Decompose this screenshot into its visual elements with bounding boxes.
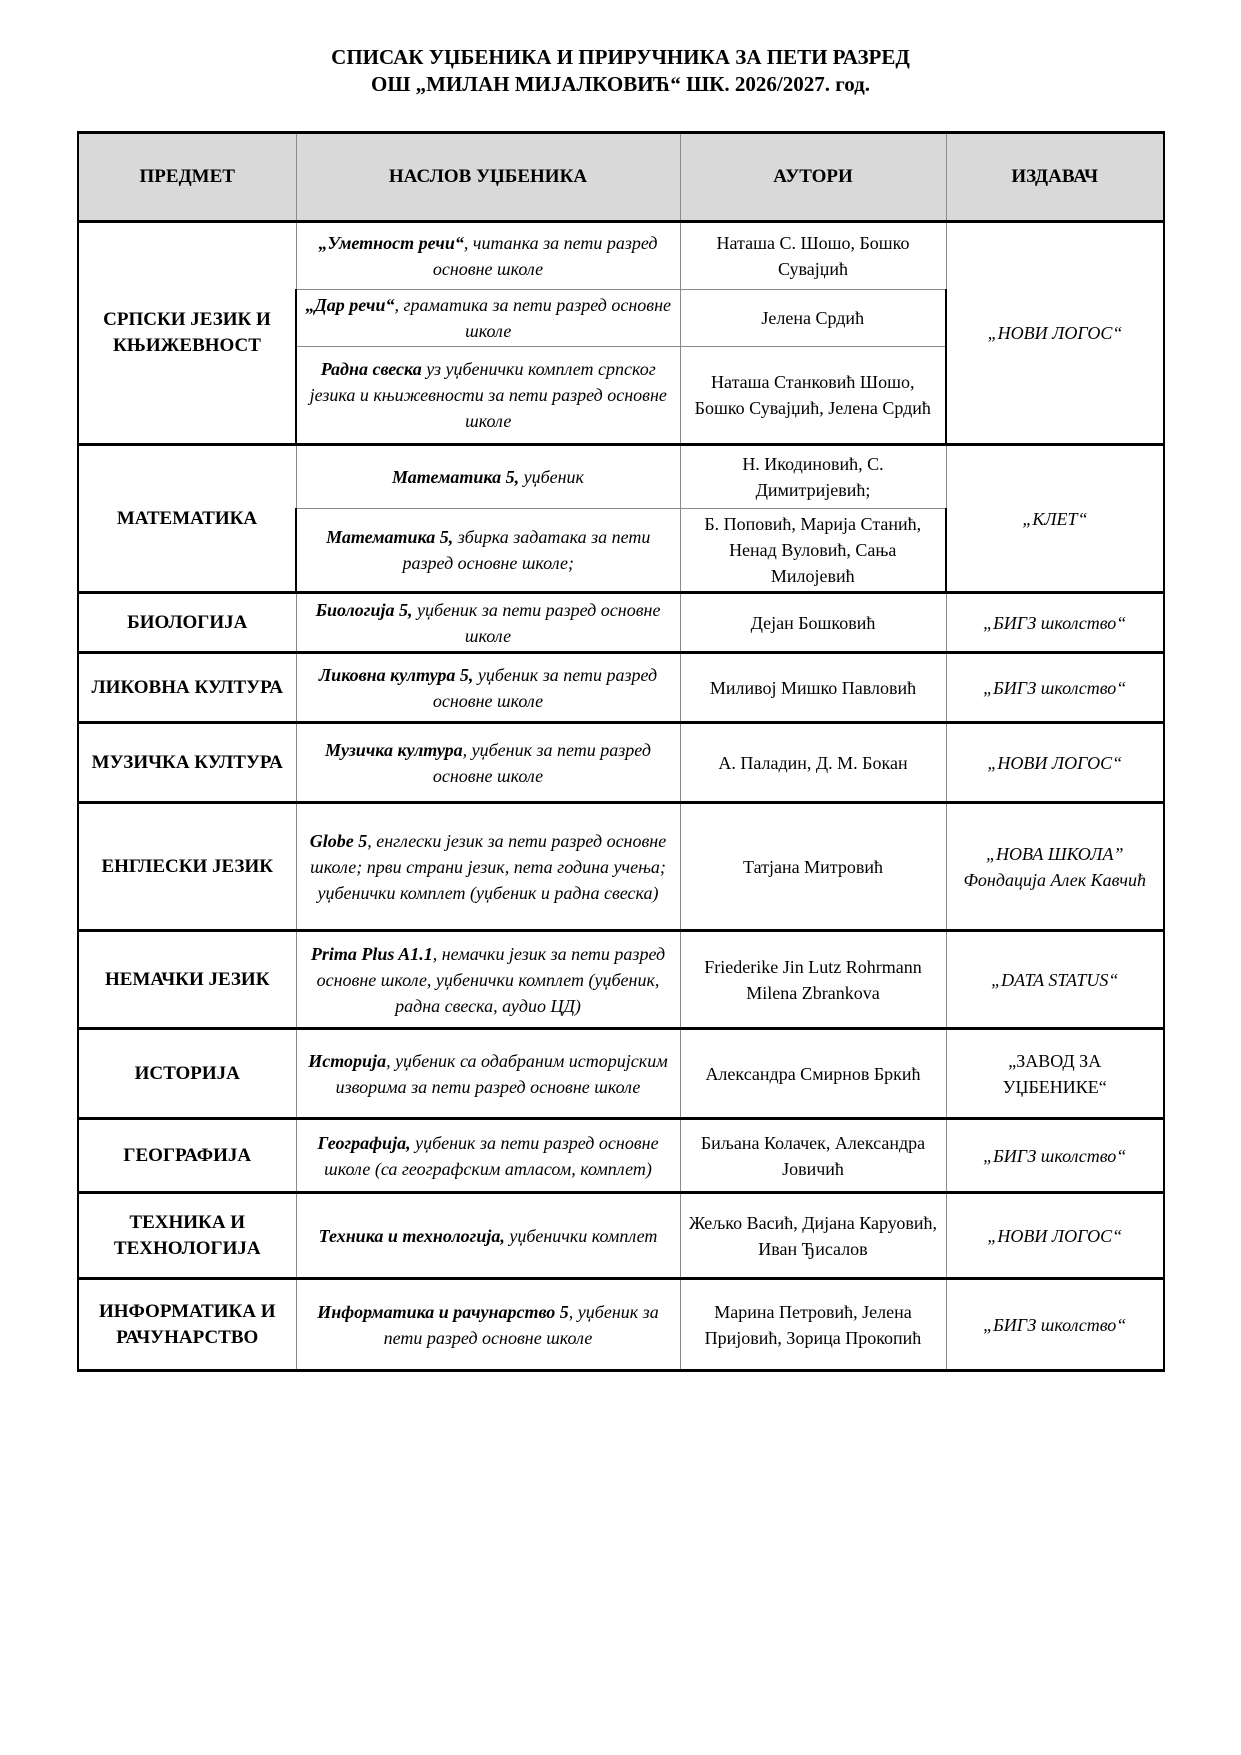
authors-cell: Дејан Бошковић	[680, 593, 946, 653]
header-subject: ПРЕДМЕТ	[78, 133, 296, 222]
subject-cell: ГЕОГРАФИЈА	[78, 1119, 296, 1193]
title-description: , уџбеник за пети разред основне школе	[432, 739, 651, 786]
title-main: Музичка култура	[325, 739, 463, 760]
table-row	[78, 723, 1164, 803]
authors-cell: Миливој Мишко Павловић	[680, 653, 946, 723]
subject-cell: ТЕХНИКА И ТЕХНОЛОГИЈА	[78, 1193, 296, 1279]
title-cell	[296, 1193, 680, 1279]
publisher-cell: „БИГЗ школство“	[946, 593, 1164, 653]
title-main: Globe 5	[309, 830, 368, 851]
title-description: уз уџбенички комплет српског језика и књижевности за пети разред основне школе	[309, 359, 667, 431]
title-main: Биологија 5,	[315, 599, 413, 620]
title-main: Радна свеска	[320, 359, 422, 379]
title-line-1: СПИСАК УЏБЕНИКА И ПРИРУЧНИКА ЗА ПЕТИ РАЗРЕД	[331, 45, 910, 69]
subject-cell: НЕМАЧКИ ЈЕЗИК	[78, 931, 296, 1029]
title-description: уџбеник за пети разред основне школе	[412, 599, 661, 646]
publisher-cell: „БИГЗ школство“	[946, 1279, 1164, 1371]
title-cell	[296, 347, 680, 445]
publisher-cell: „ЗАВОД ЗА УЏБЕНИКЕ“	[946, 1029, 1164, 1119]
title-main: Prima Plus A1.1	[310, 943, 433, 964]
title-cell	[296, 1029, 680, 1119]
publisher-cell: „НОВА ШКОЛА” Фондација Алек Кавчић	[946, 803, 1164, 931]
publisher-cell: „НОВИ ЛОГОС“	[946, 723, 1164, 803]
publisher-cell: „БИГЗ школство“	[946, 653, 1164, 723]
title-main: Математика 5,	[326, 527, 454, 547]
title-main: Техника и технологија,	[318, 1225, 505, 1246]
title-line-2: ОШ „МИЛАН МИЈАЛКОВИЋ“ ШК. 2026/2027. год.	[371, 72, 870, 96]
document-title	[0, 44, 1241, 98]
title-cell	[296, 653, 680, 723]
authors-cell: Марина Петровић, Јелена Пријовић, Зорица Прокопић	[680, 1279, 946, 1371]
title-description: збирка задатака за пети разред основне школе;	[402, 527, 651, 573]
publisher-cell: „НОВИ ЛОГОС“	[946, 1193, 1164, 1279]
table-row	[78, 1029, 1164, 1119]
authors-cell: Friederike Jin Lutz Rohrmann Milena Zbrankova	[680, 931, 946, 1029]
title-cell	[296, 509, 680, 593]
title-description: уџбеник за пети разред основне школе	[432, 664, 658, 711]
table-row	[78, 653, 1164, 723]
table-row	[78, 1119, 1164, 1193]
table-row	[78, 222, 1164, 290]
subject-cell: БИОЛОГИЈА	[78, 593, 296, 653]
header-title: НАСЛОВ УЏБЕНИКА	[296, 133, 680, 222]
authors-cell: Б. Поповић, Марија Станић, Ненад Вуловић, Сања Милојевић	[680, 509, 946, 593]
publisher-cell: „НОВИ ЛОГОС“	[946, 222, 1164, 445]
title-cell	[296, 1279, 680, 1371]
title-cell	[296, 222, 680, 290]
title-cell	[296, 1119, 680, 1193]
subject-cell: МАТЕМАТИКА	[78, 445, 296, 593]
title-main: Ликовна култура 5,	[318, 664, 474, 685]
publisher-cell: „БИГЗ школство“	[946, 1119, 1164, 1193]
table-row	[78, 931, 1164, 1029]
subject-cell: СРПСКИ ЈЕЗИК И КЊИЖЕВНОСТ	[78, 222, 296, 445]
title-description: уџбеник за пети разред основне школе (са географским атласом, комплет)	[324, 1132, 659, 1179]
title-main: „Дар речи“	[305, 295, 395, 315]
authors-cell: Наташа С. Шошо, Бошко Сувајџић	[680, 222, 946, 290]
subject-cell: ЕНГЛЕСКИ ЈЕЗИК	[78, 803, 296, 931]
title-description: , уџбеник са одабраним историјским изворима за пети разред основне школе	[335, 1050, 668, 1097]
textbook-table	[77, 131, 1165, 1372]
title-cell	[296, 290, 680, 347]
authors-cell: Н. Икодиновић, С. Димитријевић;	[680, 445, 946, 509]
subject-cell: ИНФОРМАТИКА И РАЧУНАРСТВО	[78, 1279, 296, 1371]
title-description: , граматика за пети разред основне школе	[394, 295, 672, 341]
authors-cell: Александра Смирнов Бркић	[680, 1029, 946, 1119]
subject-cell: ИСТОРИЈА	[78, 1029, 296, 1119]
title-cell	[296, 445, 680, 509]
title-main: Информатика и рачунарство 5	[317, 1301, 569, 1322]
subject-cell: ЛИКОВНА КУЛТУРА	[78, 653, 296, 723]
title-cell	[296, 593, 680, 653]
title-description: уџбенички комплет	[504, 1225, 658, 1246]
table-body	[78, 222, 1164, 1371]
authors-cell: Татјана Митровић	[680, 803, 946, 931]
table-row	[78, 593, 1164, 653]
title-main: „Уметност речи“	[318, 233, 464, 253]
title-description: , немачки језик за пети разред основне школе, уџбенички комплет (уџбеник, радна свеска, аудио ЦД)	[316, 943, 666, 1016]
publisher-cell: „КЛЕТ“	[946, 445, 1164, 593]
authors-cell: Жељко Васић, Дијана Каруовић, Иван Ђисалов	[680, 1193, 946, 1279]
title-description: , читанка за пети разред основне школе	[432, 233, 658, 279]
table-row	[78, 1193, 1164, 1279]
publisher-cell: „DATA STATUS“	[946, 931, 1164, 1029]
header-authors: АУТОРИ	[680, 133, 946, 222]
table-row	[78, 1279, 1164, 1371]
title-cell	[296, 803, 680, 931]
title-description: , уџбеник за пети разред основне школе	[383, 1301, 659, 1348]
title-cell	[296, 723, 680, 803]
table-row	[78, 445, 1164, 509]
authors-cell: Биљана Колачек, Александра Јовичић	[680, 1119, 946, 1193]
title-main: Историја	[308, 1050, 387, 1071]
subject-cell: МУЗИЧКА КУЛТУРА	[78, 723, 296, 803]
title-description: , енглески језик за пети разред основне школе; први страни језик, пета година учења; уџбенички комплет (уџбеник и радна свеска)	[310, 830, 667, 903]
authors-cell: Јелена Срдић	[680, 290, 946, 347]
authors-cell: А. Паладин, Д. М. Бокан	[680, 723, 946, 803]
authors-cell: Наташа Станковић Шошо, Бошко Сувајџић, Јелена Срдић	[680, 347, 946, 445]
title-cell	[296, 931, 680, 1029]
table-row	[78, 803, 1164, 931]
title-main: Математика 5,	[392, 467, 520, 487]
title-description: уџбеник	[519, 467, 584, 487]
title-main: Географија,	[317, 1132, 411, 1153]
table-header-row	[78, 133, 1164, 222]
header-publisher: ИЗДАВАЧ	[946, 133, 1164, 222]
